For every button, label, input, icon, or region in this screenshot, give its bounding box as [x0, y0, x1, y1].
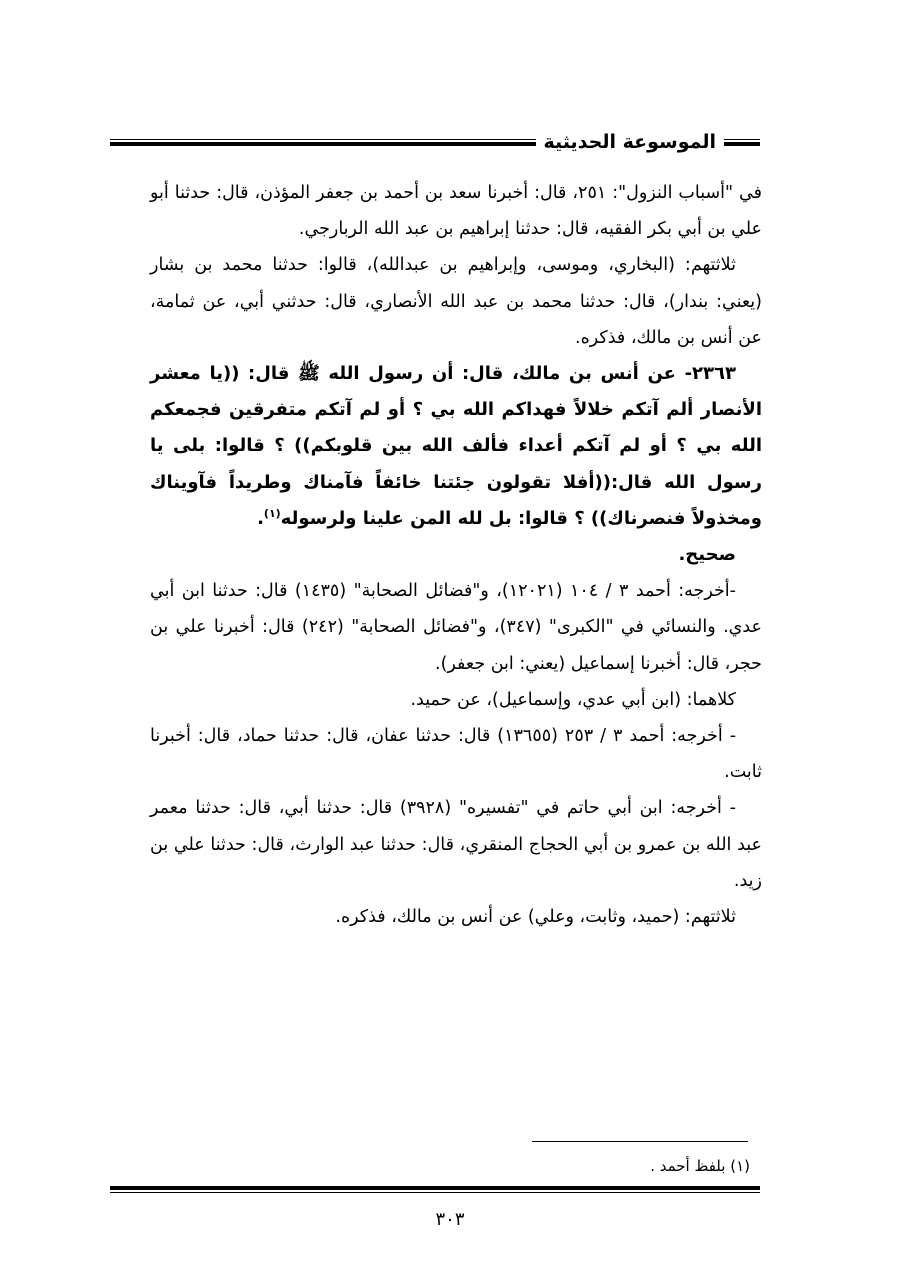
header-rule-right: [724, 139, 760, 146]
takhrij-ahmad-2: - أخرجه: أحمد ٣ / ٢٥٣ (١٣٦٥٥) قال: حدثنا عفان، قال: حدثنا حماد، قال: أخبرنا ثابت.: [150, 726, 762, 783]
footnote: (١) بلفظ أحمد .: [650, 1157, 750, 1175]
page-body: [150, 175, 762, 935]
footnote-marker: (١): [263, 506, 281, 520]
running-header: [110, 127, 760, 157]
hadith-text: [150, 356, 762, 537]
header-title: الموسوعة الحديثية: [543, 131, 716, 153]
paragraph-both: كلاهما: (ابن أبي عدي، وإسماعيل)، عن حميد.: [410, 689, 736, 710]
page-number: ٣٠٣: [435, 1209, 465, 1230]
takhrij-ibn-abi-hatim: - أخرجه: ابن أبي حاتم في "تفسيره" (٣٩٢٨) قال: حدثنا أبي، قال: حدثنا معمر عبد الله بن عمرو بن أبي الحجاج المنقري، قال: حدثنا عبد الوارث، قال: حدثنا علي بن زيد.: [150, 798, 762, 891]
paragraph-chain-summary: ثلاثتهم: (البخاري، وموسى، وإبراهيم بن عبدالله)، قالوا: حدثنا محمد بن بشار (يعني: بندار)، قال: حدثنا محمد بن عبد الله الأنصاري، قال: حدثني أبي، عن ثمامة، عن أنس بن مالك، فذكره.: [150, 255, 762, 348]
hadith-body: ٢٣٦٣- عن أنس بن مالك، قال: أن رسول الله ﷺ قال: ((يا معشر الأنصار ألم آتكم خلالاً فهداكم الله بي ؟ أو لم آتكم متفرقين فجمعكم الله بي ؟ أو لم آتكم أعداء فألف الله بين قلوبكم)) ؟ قالوا: بلى يا رسول الله قال:((أفلا تقولون جئتنا خائفاً فآمناك وطريداً فآويناك ومخذولاً فنصرناك)) ؟ قالوا: بل لله المن علينا ولرسوله: [150, 363, 762, 529]
footnote-separator: [532, 1141, 748, 1142]
hadith-tail: .: [257, 507, 264, 529]
takhrij-ahmad-1: -أخرجه: أحمد ٣ / ١٠٤ (١٢٠٢١)، و"فضائل الصحابة" (١٤٣٥) قال: حدثنا ابن أبي عدي. والنسائي في "الكبرى" (٣٤٧)، و"فضائل الصحابة" (٢٤٢) قال: أخبرنا علي بن حجر، قال: أخبرنا إسماعيل (يعني: ابن جعفر).: [150, 581, 762, 674]
grading: صحيح.: [678, 544, 736, 566]
footer-rule: [110, 1186, 760, 1193]
paragraph-asbab-nuzul: في "أسباب النزول": ٢٥١، قال: أخبرنا سعد بن أحمد بن جعفر المؤذن، قال: حدثنا أبو علي بن أبي بكر الفقيه، قال: حدثنا إبراهيم بن عبد الله الربارجي.: [150, 183, 763, 240]
paragraph-three-narrators: ثلاثتهم: (حميد، وثابت، وعلي) عن أنس بن مالك، فذكره.: [335, 907, 736, 928]
header-rule-left: [110, 139, 536, 146]
